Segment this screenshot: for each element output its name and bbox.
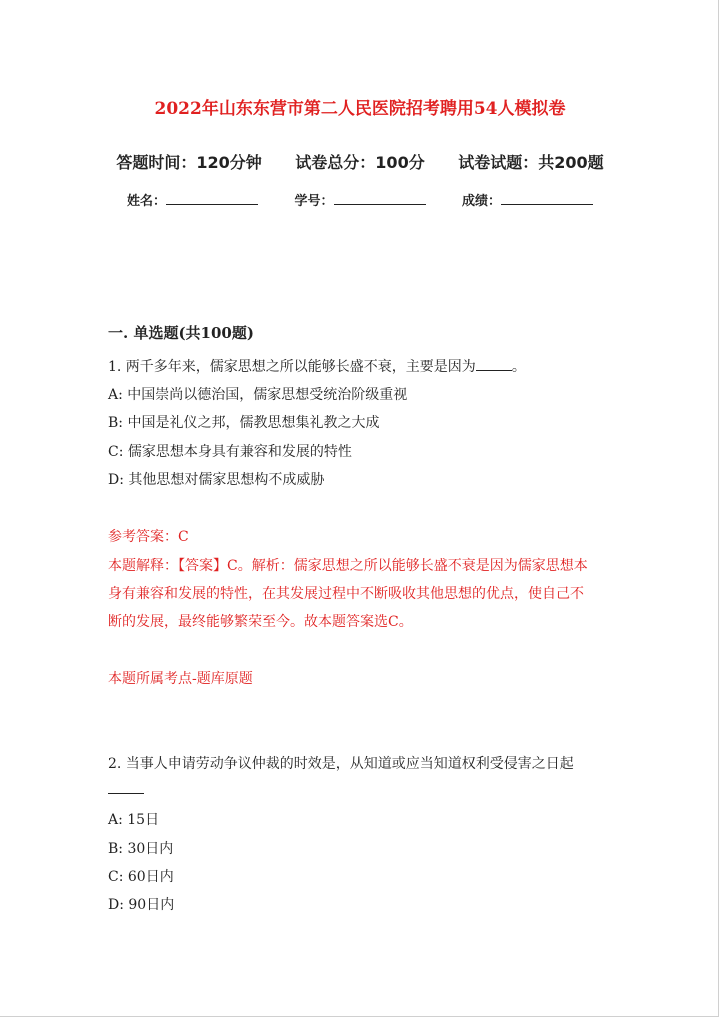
score-blank[interactable] bbox=[501, 194, 593, 205]
question-1-option-b: B: 中国是礼仪之邦，儒教思想集礼教之大成 bbox=[108, 415, 380, 431]
question-1-topic: 本题所属考点-题库原题 bbox=[108, 671, 253, 687]
question-2-option-a: A: 15日 bbox=[108, 812, 160, 828]
question-1-explain-line-1: 本题解释：【答案】C。解析：儒家思想之所以能够长盛不衰是因为儒家思想本 bbox=[108, 558, 588, 574]
exam-meta bbox=[0, 150, 720, 173]
score-field bbox=[462, 190, 593, 209]
question-1-option-d: D: 其他思想对儒家思想构不成威胁 bbox=[108, 472, 325, 488]
question-1-stem bbox=[108, 356, 526, 376]
question-2-option-d: D: 90日内 bbox=[108, 897, 175, 913]
question-1-stem-end: 。 bbox=[511, 359, 526, 375]
name-field bbox=[127, 190, 258, 209]
question-1-answer: 参考答案：C bbox=[108, 529, 189, 545]
exam-time: 答题时间：120分钟 bbox=[116, 153, 262, 172]
exam-question-count: 试卷试题：共200题 bbox=[458, 153, 604, 172]
question-2-option-b: B: 30日内 bbox=[108, 841, 174, 857]
id-label: 学号： bbox=[294, 194, 334, 209]
name-blank[interactable] bbox=[166, 194, 258, 205]
question-1-blank bbox=[476, 360, 512, 371]
id-blank[interactable] bbox=[334, 194, 426, 205]
id-field bbox=[294, 190, 425, 209]
question-1-explain-line-3: 断的发展，最终能够繁荣至今。故本题答案选C。 bbox=[108, 614, 413, 630]
question-1-explain-line-2: 身有兼容和发展的特性，在其发展过程中不断吸收其他思想的优点，使自己不 bbox=[108, 586, 584, 602]
score-label: 成绩： bbox=[462, 194, 502, 209]
student-fields bbox=[0, 190, 720, 209]
exam-total-score: 试卷总分：100分 bbox=[295, 153, 425, 172]
question-2-blank-line bbox=[108, 782, 144, 798]
name-label: 姓名： bbox=[126, 194, 166, 209]
question-1-option-a: A: 中国崇尚以德治国，儒家思想受统治阶级重视 bbox=[108, 387, 408, 403]
question-2-option-c: C: 60日内 bbox=[108, 869, 174, 885]
section-heading: 一. 单选题(共100题) bbox=[108, 324, 254, 342]
question-2-stem: 2. 当事人申请劳动争议仲裁的时效是，从知道或应当知道权利受侵害之日起 bbox=[108, 756, 574, 772]
page-title: 2022年山东东营市第二人民医院招考聘用54人模拟卷 bbox=[154, 99, 566, 119]
question-1-stem-text: 1. 两千多年来，儒家思想之所以能够长盛不衰，主要是因为 bbox=[108, 359, 476, 375]
question-1-option-c: C: 儒家思想本身具有兼容和发展的特性 bbox=[108, 444, 352, 460]
question-2-blank bbox=[108, 783, 144, 794]
